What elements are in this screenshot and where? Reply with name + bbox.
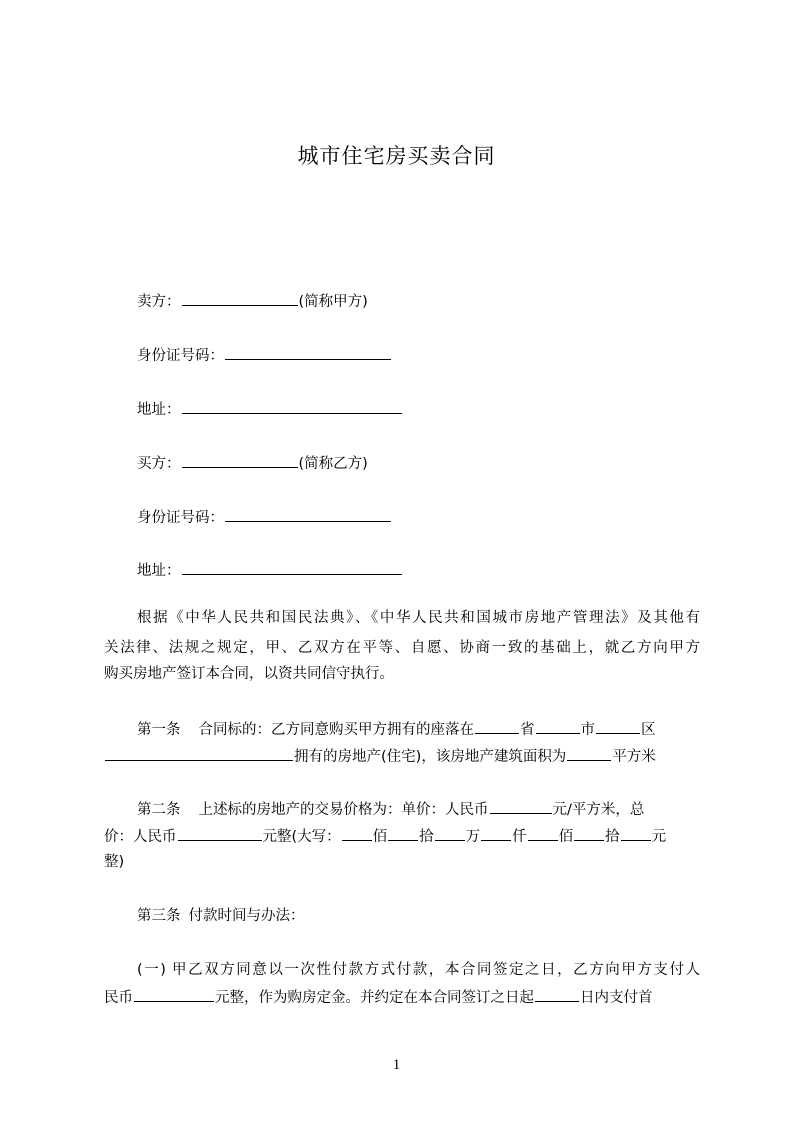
total-price-suffix: 元整(大写： [262,829,341,845]
seller-suffix: (简称甲方) [298,294,368,310]
buyer-address-label: 地址： [137,563,181,579]
intro-line-2: 关法律、法规之规定，甲、乙双方在平等、自愿、协商一致的基础上，就乙方向甲方 [104,640,700,656]
digit-yuan: 元 [651,829,667,845]
digit-ten-2: 拾 [605,829,620,845]
seller-line [137,290,700,313]
article2-line-2 [104,825,700,848]
unit-price-label: 元/平方米，总 [552,802,645,818]
page-number: 1 [392,1057,401,1073]
seller-id-line [137,344,700,367]
yuan-blank[interactable] [621,825,651,841]
thousand-blank[interactable] [481,825,511,841]
unit-price-blank[interactable] [490,798,552,814]
digit-ten-1: 拾 [419,829,434,845]
intro-line-3: 购买房地产签订本合同，以资共同信守执行。 [104,666,394,682]
total-price-blank[interactable] [178,825,262,841]
article1-text-b: 拥有的房地产(住宅)，该房地产建筑面积为 [294,749,567,765]
clause1-text-c: 日内支付首 [580,990,653,1006]
clause1-text-b: 元整，作为购房定金。并约定在本合同签订之日起 [215,990,534,1006]
district-label: 区 [641,722,656,738]
seller-id-label: 身份证号码： [137,348,224,364]
buyer-label: 买方： [137,456,181,472]
digit-hundred-2: 佰 [558,829,574,845]
article1-line-2 [104,745,700,768]
buyer-id-blank[interactable] [225,506,391,522]
buyer-address-blank[interactable] [182,559,402,575]
location-blank[interactable] [105,745,293,761]
article1-text-a: 合同标的：乙方同意购买甲方拥有的座落在 [198,722,474,738]
clause1-line-2 [104,986,700,1009]
city-label: 市 [580,722,595,738]
payment-days-blank[interactable] [535,986,579,1002]
document-title: 城市住宅房买卖合同 [297,144,496,168]
intro-line-1: 根据《中华人民共和国民法典》、《中华人民共和国城市房地产管理法》及其他有 [137,610,700,626]
buyer-id-line [137,506,700,529]
article2-text-a: 上述标的房地产的交易价格为：单价：人民币 [198,802,489,818]
area-unit: 平方米 [612,749,656,765]
buyer-suffix: (简称乙方) [298,456,368,472]
area-blank[interactable] [567,745,611,761]
article1-line-1 [137,718,700,741]
district-blank[interactable] [596,718,640,734]
digit-hundred-1: 佰 [372,829,388,845]
article1-label: 第一条 [137,722,181,738]
city-blank[interactable] [536,718,580,734]
seller-id-blank[interactable] [225,344,391,360]
seller-label: 卖方： [137,294,181,310]
hundred-million-blank[interactable] [342,825,372,841]
ten-million-blank[interactable] [388,825,418,841]
province-blank[interactable] [475,718,519,734]
seller-name-blank[interactable] [182,290,298,306]
article3-line [137,905,700,927]
clause1-line-1: (一) 甲乙双方同意以一次性付款方式付款，本合同签定之日，乙方向甲方支付人 [137,962,700,978]
digit-thousand: 仟 [512,829,527,845]
buyer-name-blank[interactable] [182,452,298,468]
ten-thousand-blank[interactable] [435,825,465,841]
article2-line-3: 整) [104,854,125,870]
seller-address-blank[interactable] [182,398,402,414]
seller-address-label: 地址： [137,402,181,418]
province-label: 省 [520,722,535,738]
article3-label: 第三条 [137,908,181,924]
ten-blank[interactable] [574,825,604,841]
digit-ten-thousand: 万 [465,829,481,845]
article2-label: 第二条 [137,802,181,818]
buyer-id-label: 身份证号码： [137,510,224,526]
buyer-address-line [137,559,700,582]
article2-line-1 [137,798,700,821]
total-price-label: 价：人民币 [104,829,177,845]
seller-address-line [137,398,700,421]
deposit-amount-blank[interactable] [134,986,214,1002]
hundred-blank[interactable] [528,825,558,841]
clause1-text-a: 民币 [104,990,133,1006]
article3-text: 付款时间与办法： [188,908,305,924]
buyer-line [137,452,700,475]
